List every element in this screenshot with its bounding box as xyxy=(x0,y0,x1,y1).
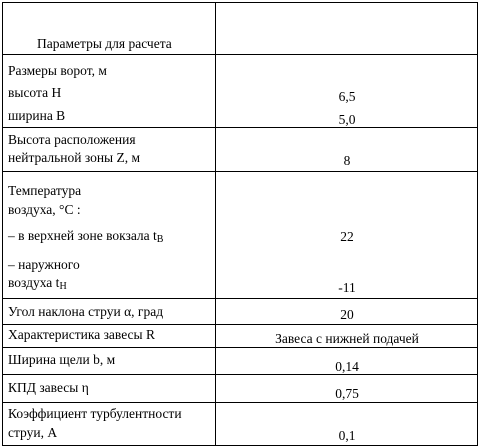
table-border-right xyxy=(477,2,478,446)
row-label-line: Ширина щели b, м xyxy=(8,352,116,367)
row-label-line: Угол наклона струи α, град xyxy=(8,304,164,319)
row-divider xyxy=(2,298,478,299)
row-value: 0,75 xyxy=(335,386,359,401)
row-divider xyxy=(2,171,478,172)
row-label-line: воздуха tН xyxy=(8,275,67,292)
row-label-line: – наружного xyxy=(8,257,80,272)
row-value: 0,14 xyxy=(335,359,359,374)
row-label-line: Высота расположения xyxy=(8,132,136,147)
row-divider xyxy=(2,54,478,55)
row-label-line: Коэффициент турбулентности xyxy=(8,406,182,421)
row-label-line: ширина B xyxy=(8,108,66,123)
row-label-line: Размеры ворот, м xyxy=(8,63,107,78)
row-divider xyxy=(2,347,478,348)
table-border-top xyxy=(2,2,478,3)
row-divider xyxy=(2,324,478,325)
row-label-line: КПД завесы η xyxy=(8,380,89,395)
table-border-left xyxy=(2,2,3,446)
table-column-divider xyxy=(215,2,216,446)
row-label-line: – в верхней зоне вокзала tВ xyxy=(8,228,164,245)
row-label-line: Характеристика завесы R xyxy=(8,327,155,342)
row-label-line: воздуха, °C : xyxy=(8,202,81,217)
row-value: Завеса с нижней подачей xyxy=(275,331,419,346)
row-divider xyxy=(2,402,478,403)
row-label-line: высота H xyxy=(8,85,62,100)
row-value: -11 xyxy=(338,280,356,295)
row-value: 0,1 xyxy=(338,428,356,443)
row-label-line: струи, A xyxy=(8,425,58,440)
subscript: В xyxy=(156,234,164,245)
row-value: 20 xyxy=(340,307,354,322)
table-border-bottom xyxy=(2,445,478,446)
row-label-line: Температура xyxy=(8,183,82,198)
header-label: Параметры для расчета xyxy=(37,36,172,51)
subscript: Н xyxy=(59,281,67,292)
row-value: 6,5 xyxy=(338,89,356,104)
row-label-line: нейтральной зоны Z, м xyxy=(8,150,141,165)
row-value: 5,0 xyxy=(338,112,356,127)
row-value: 22 xyxy=(340,229,354,244)
row-value: 8 xyxy=(343,153,351,168)
